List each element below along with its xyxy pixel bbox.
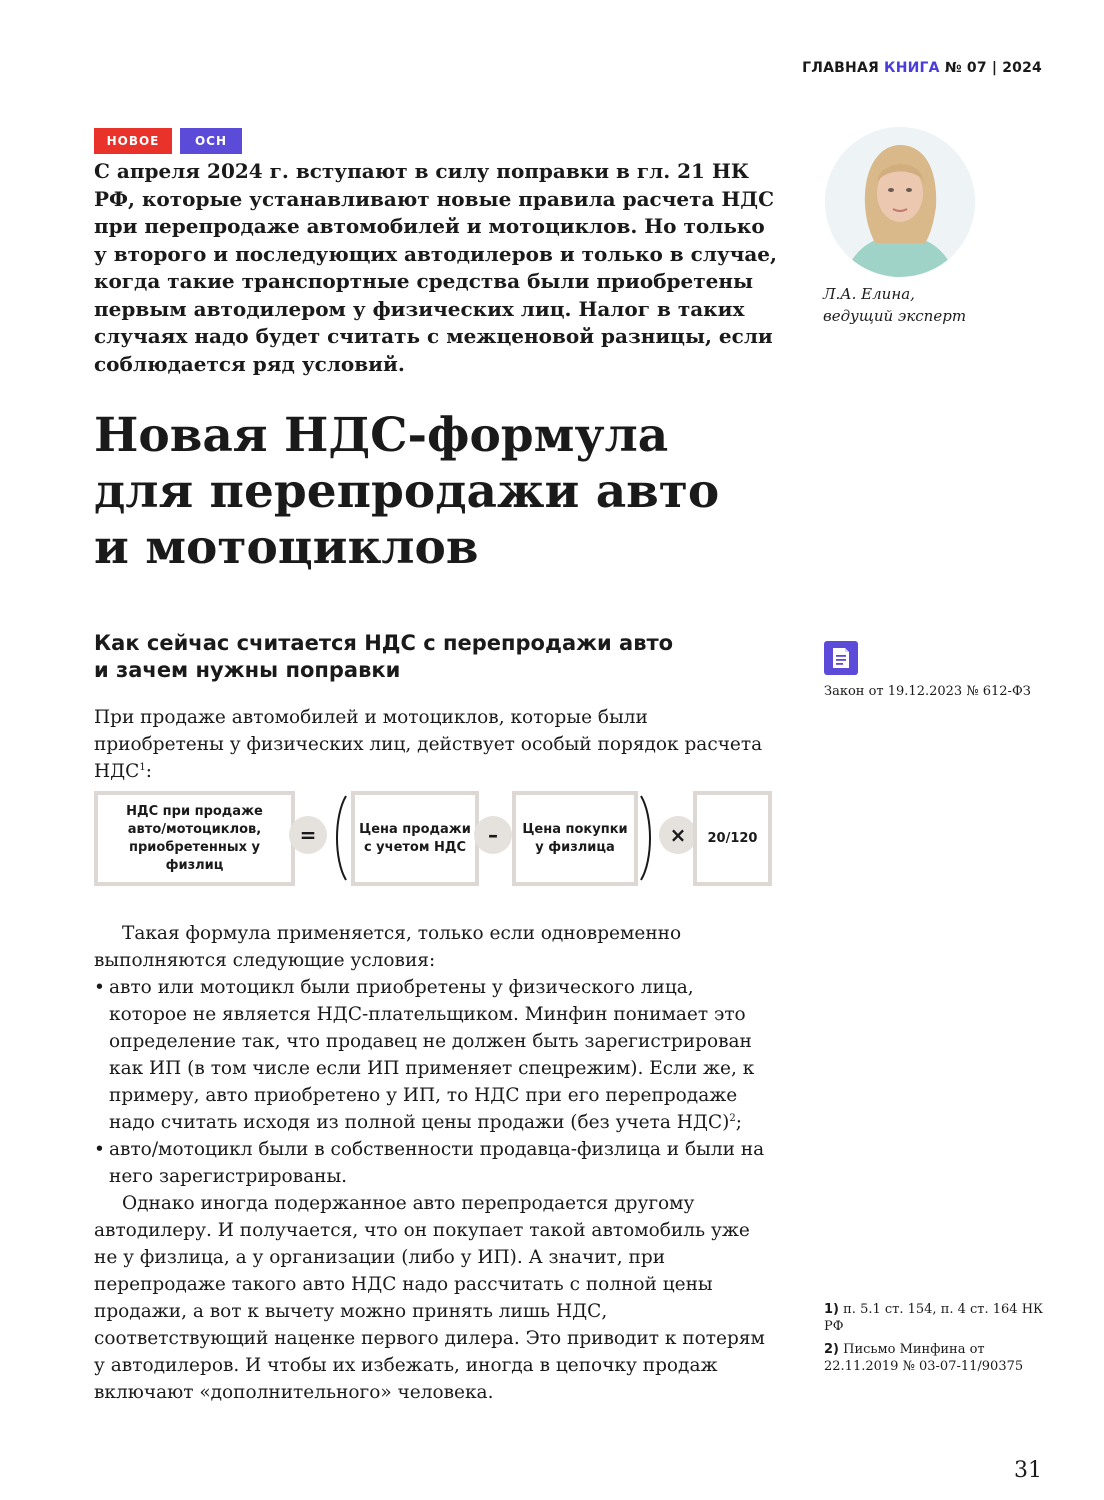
condition-item: • авто/мотоцикл были в собственности продавца-физлица и были на него зарегистрированы.: [94, 1136, 774, 1190]
formula-result-line: НДС при продаже: [126, 803, 263, 819]
section-subtitle: [94, 630, 774, 684]
title-line: и мотоциклов: [94, 520, 479, 575]
title-line: для перепродажи авто: [94, 464, 720, 519]
author-role: ведущий эксперт: [823, 307, 967, 325]
subtitle-line: Как сейчас считается НДС с перепродажи авто: [94, 631, 674, 655]
magazine-name: ГЛАВНАЯ: [802, 60, 879, 76]
article-title: [94, 408, 794, 576]
condition-item: [94, 974, 774, 1136]
author-caption: [823, 283, 966, 327]
formula-purchase-line: Цена покупки: [522, 821, 628, 837]
tag-osn: ОСН: [180, 128, 242, 154]
masthead: [802, 60, 1042, 76]
tags: [94, 128, 242, 154]
author-name: Л.А. Елина,: [823, 285, 915, 303]
subtitle-line: и зачем нужны поправки: [94, 658, 401, 682]
equals-sign: =: [289, 816, 327, 854]
formula-sale-line: Цена продажи: [359, 821, 471, 837]
author-photo: [825, 127, 975, 277]
document-icon: [824, 641, 858, 675]
footnotes: [824, 1301, 1054, 1381]
vat-formula: [94, 791, 772, 886]
footnote-ref: 2: [729, 1112, 736, 1124]
formula-rate-box: [693, 791, 772, 886]
issue-number: № 07 | 2024: [944, 60, 1042, 76]
intro-paragraph: [94, 704, 774, 785]
formula-sale-line: с учетом НДС: [363, 839, 467, 855]
footnote-ref: 1: [139, 761, 146, 773]
title-line: Новая НДС-формула: [94, 408, 669, 463]
formula-sale-price-box: [351, 791, 479, 886]
page-number: 31: [1014, 1458, 1042, 1483]
footnote: [824, 1341, 1054, 1375]
footnote-text: Письмо Минфина от 22.11.2019 № 03-07-11/90375: [824, 1342, 1024, 1374]
formula-purchase-price-box: [512, 791, 638, 886]
formula-purchase-line: у физлица: [535, 839, 615, 855]
multiply-sign: ×: [659, 816, 697, 854]
tag-new: НОВОЕ: [94, 128, 172, 154]
magazine-name-accent: КНИГА: [884, 60, 940, 76]
formula-result-box: [94, 791, 295, 886]
open-paren-icon: [332, 794, 348, 882]
body-paragraph: Такая формула применяется, только если одновременно выполняются следующие условия:: [94, 923, 682, 971]
intro-text: При продаже автомобилей и мотоциклов, которые были приобретены у физических лиц, действует особый порядок расчета НДС: [94, 707, 763, 782]
intro-end: :: [145, 761, 152, 782]
lead-paragraph: С апреля 2024 г. вступают в силу поправки в гл. 21 НК РФ, которые устанавливают новые правила расчета НДС при перепродаже автомобилей и мотоциклов. Но только у второго и последующих автодилеров и только в случае, когда такие транспортные средства были приобретены первым автодилером у физических лиц. Налог в таких случаях надо будет считать с межценовой разницы, если соблюдается ряд условий.: [94, 159, 777, 376]
body-paragraph: Однако иногда подержанное авто перепродается другому автодилеру. И получается, что он покупает такой автомобиль уже не у физлица, а у организации (либо у ИП). А значит, при перепродаже такого авто НДС надо рассчитать с полной цены продажи, а вот к вычету можно принять лишь НДС, соответствующий наценке первого дилера. Это приводит к потерям у автодилеров. И чтобы их избежать, иногда в цепочку продаж включают «дополнительного» человека.: [94, 1193, 765, 1403]
condition-text: авто или мотоцикл были приобретены у физического лица, которое не является НДС-плательщиком. Минфин понимает это определение так, что продавец не должен быть зарегистрирован как ИП (в том числе если ИП применяет спецрежим). Если же, к примеру, авто приобретено у ИП, то НДС при его перепродаже надо считать исходя из полной цены продажи (без учета НДС): [109, 977, 755, 1133]
footnote-number: 1): [824, 1302, 839, 1317]
minus-sign: –: [474, 816, 512, 854]
footnote: [824, 1301, 1054, 1335]
formula-result-line: приобретенных у физлиц: [129, 839, 260, 873]
condition-end: ;: [735, 1112, 742, 1133]
footnote-number: 2): [824, 1342, 839, 1357]
footnote-text: п. 5.1 ст. 154, п. 4 ст. 164 НК РФ: [824, 1302, 1044, 1334]
formula-rate: 20/120: [707, 830, 758, 846]
article-body: [94, 920, 774, 1406]
close-paren-icon: [639, 794, 655, 882]
formula-result-line: авто/мотоциклов,: [127, 821, 262, 837]
law-reference: Закон от 19.12.2023 № 612-ФЗ: [824, 684, 1031, 699]
